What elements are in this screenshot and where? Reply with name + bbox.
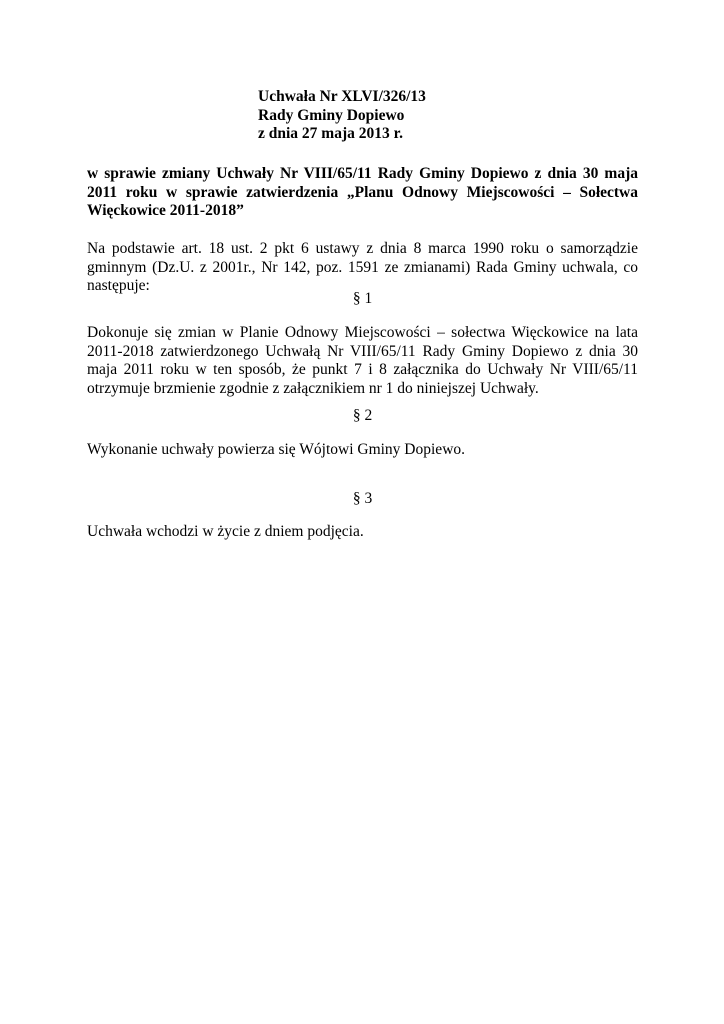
resolution-number: Uchwała Nr XLVI/326/13 <box>258 88 426 105</box>
legal-basis-paragraph: Na podstawie art. 18 ust. 2 pkt 6 ustawy z dnia 8 marca 1990 roku o samorządzie gminnym (Dz.U. z 2001r., Nr 142, poz. 1591 ze zmianami) Rada Gminy uchwala, co następuje: <box>87 240 638 294</box>
section-1-text: Dokonuje się zmian w Planie Odnowy Miejscowości – sołectwa Więckowice na lata 2011-2018 zatwierdzonego Uchwałą Nr VIII/65/11 Rady Gminy Dopiewo z dnia 30 maja 2011 roku w ten sposób, że punkt 7 i 8 załącznika do Uchwały Nr VIII/65/11 otrzymuje brzmienie zgodnie z załącznikiem nr 1 do niniejszej Uchwały. <box>87 324 638 397</box>
resolution-header <box>258 88 426 144</box>
section-2-mark: § 2 <box>352 407 373 424</box>
resolution-subject: w sprawie zmiany Uchwały Nr VIII/65/11 Rady Gminy Dopiewo z dnia 30 maja 2011 roku w sprawie zatwierdzenia „Planu Odnowy Miejscowości – Sołectwa Więckowice 2011-2018” <box>87 165 638 219</box>
council-name: Rady Gminy Dopiewo <box>258 106 405 124</box>
resolution-date: z dnia 27 maja 2013 r. <box>258 125 403 142</box>
section-1-mark: § 1 <box>352 290 373 307</box>
section-2-text: Wykonanie uchwały powierza się Wójtowi Gminy Dopiewo. <box>87 441 466 458</box>
section-3-text: Uchwała wchodzi w życie z dniem podjęcia. <box>87 523 364 540</box>
section-3-mark: § 3 <box>352 490 373 507</box>
